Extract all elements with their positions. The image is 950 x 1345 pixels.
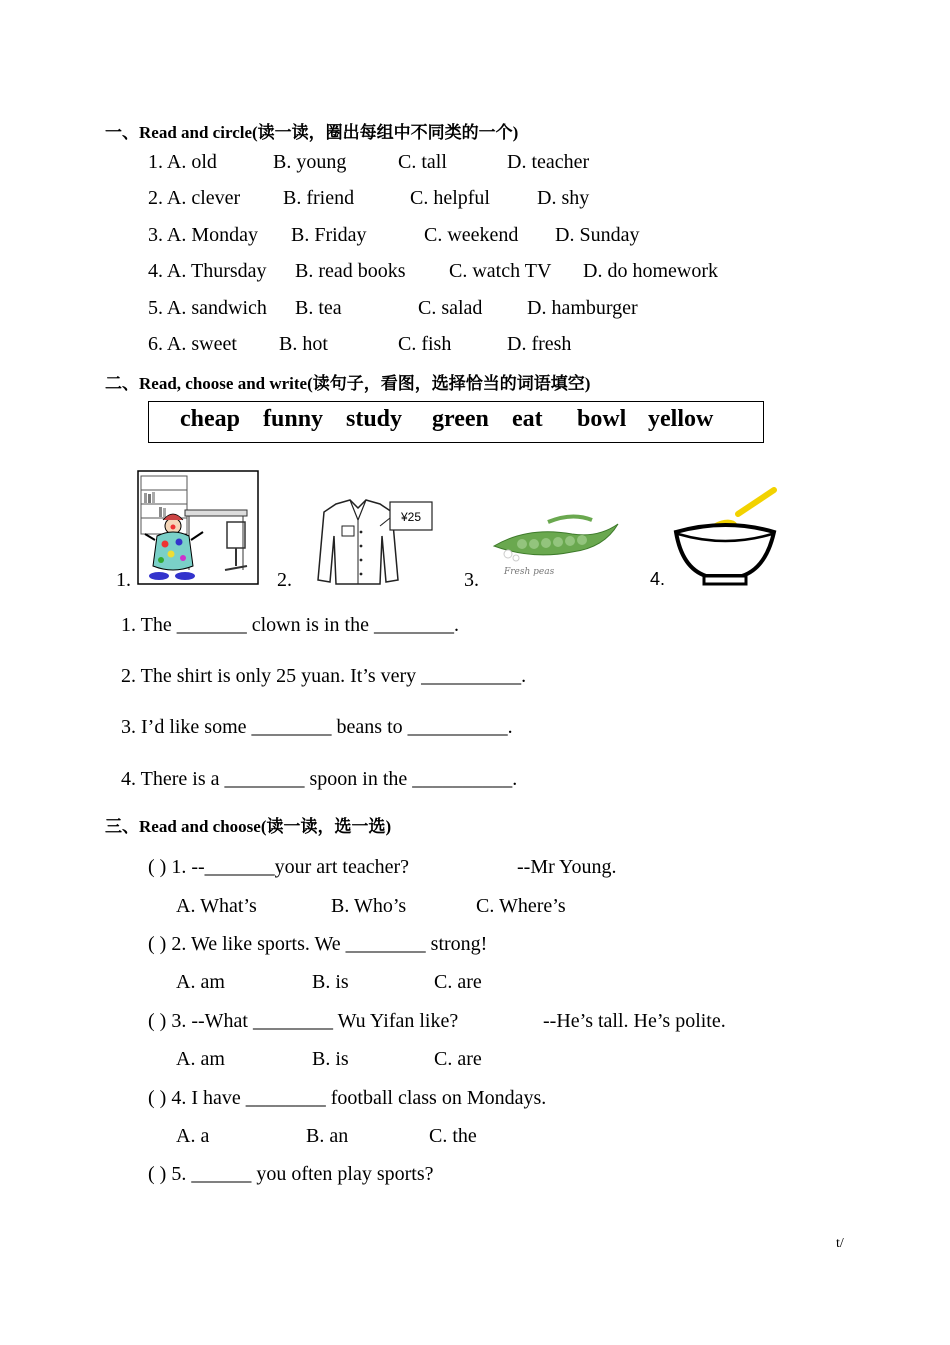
q4-option-b: B. an [306,1125,349,1147]
page-footer: t/ [836,1236,844,1251]
q1-option-a: A. What’s [176,895,257,917]
question-5: ( ) 5. ______ you often play sports? [148,1163,434,1185]
row2-b: B. friend [283,187,355,209]
pic-number-1: 1. [116,569,131,591]
row4-c: C. watch TV [449,260,552,282]
row5-a: 5. A. sandwich [148,297,267,319]
sentence-2: 2. The shirt is only 25 yuan. It’s very __________. [121,665,527,687]
row3-d: D. Sunday [555,224,640,246]
q2-option-b: B. is [312,971,349,993]
pic-number-4: 4. [650,569,666,589]
section2-title: 二、Read, choose and write(读句子，看图，选择恰当的词语填空) [105,374,591,393]
peas-caption: Fresh peas [504,567,555,577]
question-3: ( ) 3. --What ________ Wu Yifan like? [148,1010,459,1032]
word-bowl: bowl [577,406,627,432]
sentence-3: 3. I’d like some ________ beans to __________. [121,716,513,738]
word-green: green [432,406,489,432]
sentence-4: 4. There is a ________ spoon in the __________. [121,768,518,790]
row3-c: C. weekend [424,224,519,246]
word-eat: eat [512,406,543,432]
pic-number-3: 3. [464,569,479,591]
row1-b: B. young [273,151,347,173]
row3-b: B. Friday [291,224,367,246]
q2-option-a: A. am [176,971,225,993]
row4-b: B. read books [295,260,406,282]
word-study: study [346,406,403,432]
row2-a: 2. A. clever [148,187,241,209]
word-cheap: cheap [180,406,240,432]
question-1-answer: --Mr Young. [517,856,617,878]
row6-b: B. hot [279,333,328,355]
row1-a: 1. A. old [148,151,217,173]
row4-a: 4. A. Thursday [148,260,267,282]
row1-c: C. tall [398,151,447,173]
q2-option-c: C. are [434,971,482,993]
shirt-image [298,496,436,586]
q1-option-b: B. Who’s [331,895,407,917]
row2-d: D. shy [537,187,590,209]
q1-option-c: C. Where’s [476,895,566,917]
word-funny: funny [263,406,324,432]
q3-option-b: B. is [312,1048,349,1070]
q3-option-a: A. am [176,1048,225,1070]
row5-b: B. tea [295,297,342,319]
q3-option-c: C. are [434,1048,482,1070]
question-3-answer: --He’s tall. He’s polite. [543,1010,726,1032]
section1-title: 一、Read and circle(读一读，圈出每组中不同类的一个) [105,123,519,142]
row4-d: D. do homework [583,260,718,282]
question-2: ( ) 2. We like sports. We ________ strong! [148,933,488,955]
section3-title: 三、Read and choose(读一读，选一选) [105,817,392,836]
row3-a: 3. A. Monday [148,224,258,246]
row6-d: D. fresh [507,333,572,355]
q4-option-a: A. a [176,1125,210,1147]
question-4: ( ) 4. I have ________ football class on Mondays. [148,1087,547,1109]
row2-c: C. helpful [410,187,490,209]
row1-d: D. teacher [507,151,590,173]
bowl-spoon-image [670,484,780,588]
price-tag-text: ¥25 [400,510,422,524]
question-1: ( ) 1. --_______your art teacher? [148,856,409,878]
clown-study-image [137,470,260,586]
q4-option-c: C. the [429,1125,477,1147]
row5-c: C. salad [418,297,483,319]
sentence-1: 1. The _______ clown is in the ________. [121,614,459,636]
row6-c: C. fish [398,333,452,355]
row6-a: 6. A. sweet [148,333,237,355]
word-yellow: yellow [648,406,714,432]
peas-image [488,508,628,584]
pic-number-2: 2. [277,569,292,591]
row5-d: D. hamburger [527,297,638,319]
